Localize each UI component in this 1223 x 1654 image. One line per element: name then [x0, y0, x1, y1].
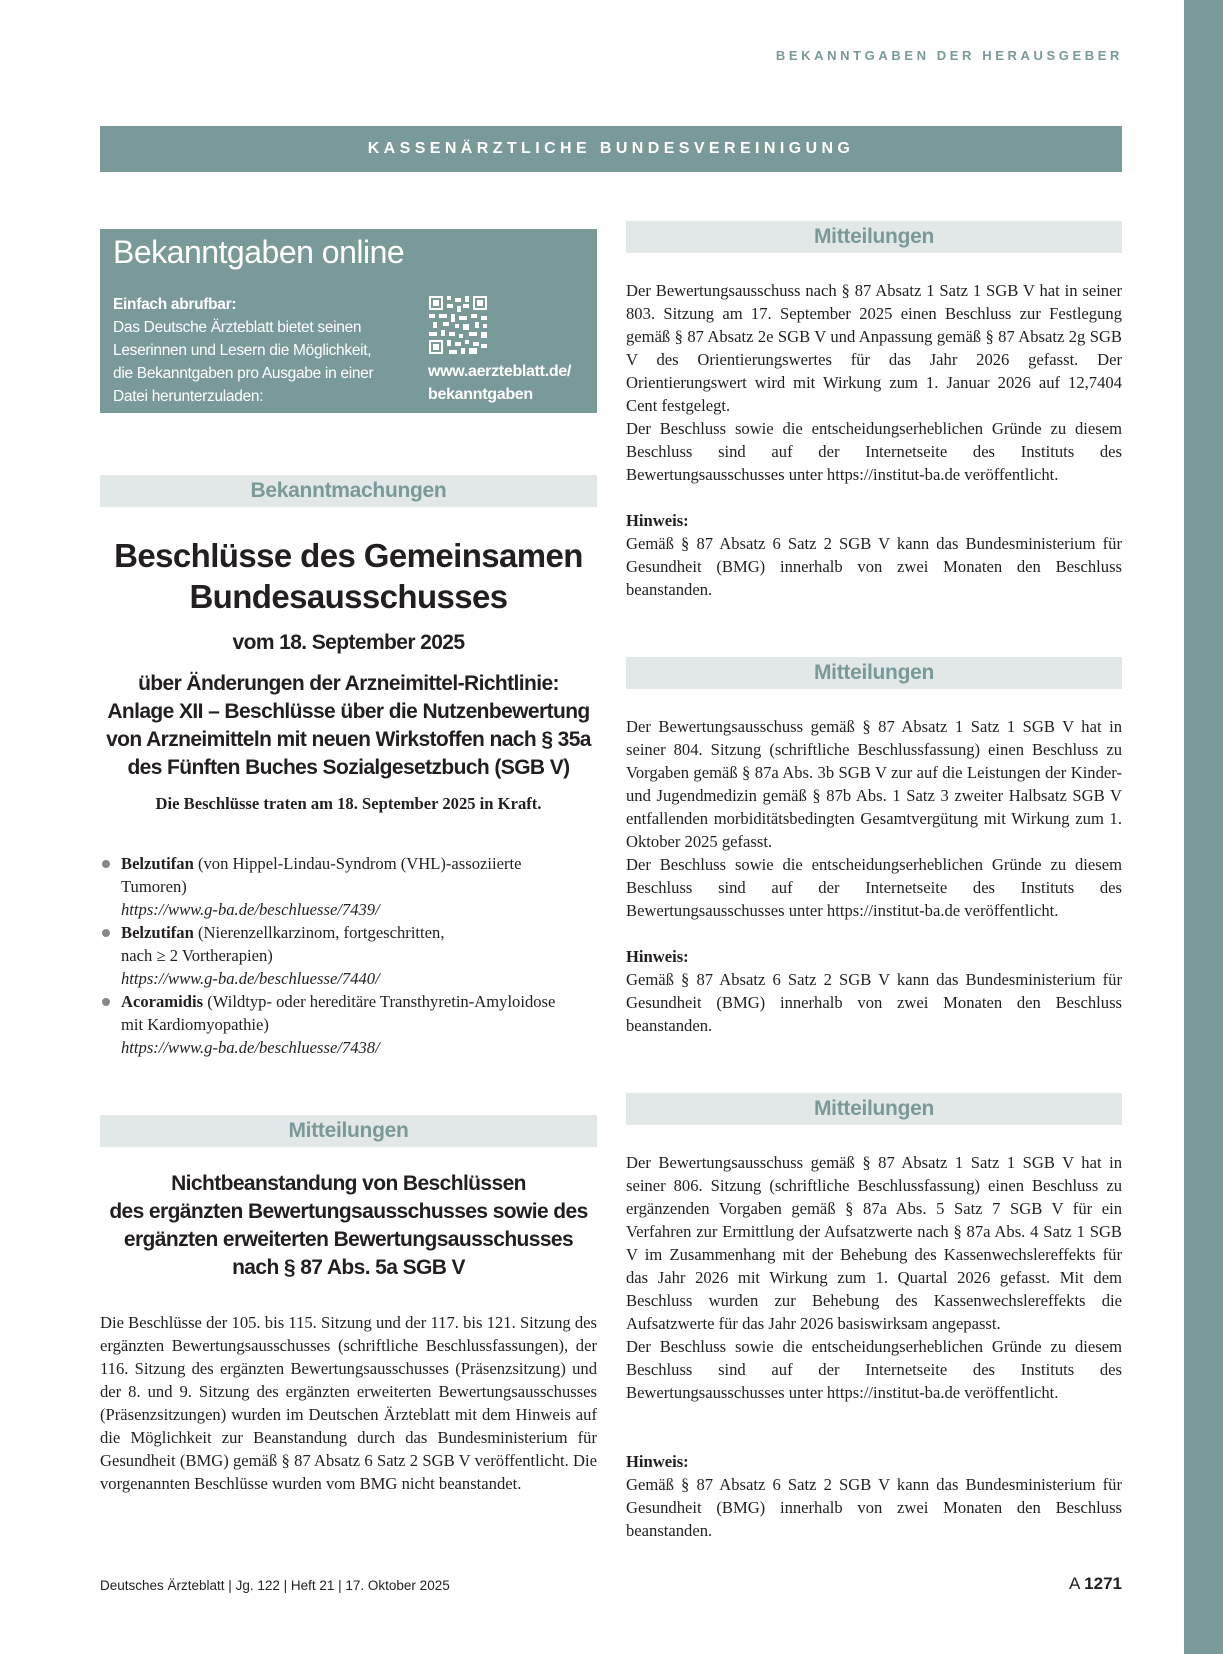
- hinweis-text: Gemäß § 87 Absatz 6 Satz 2 SGB V kann das Bundesministerium für Gesundheit (BMG) innerhalb von zwei Monaten den Beschluss beanstanden.: [626, 1475, 1122, 1540]
- online-box-url-line[interactable]: bekanntgaben: [428, 386, 533, 403]
- nichtbeanstandung-body: Die Beschlüsse der 105. bis 115. Sitzung und der 117. bis 121. Sitzung des ergänzten Bewertungsausschusses (schriftliche Beschlussfassungen), der 116. Sitzung des ergänzten Bewertungsausschusses (Präsenzsitzung) und der 8. und 9. Sitzung des ergänzten erweiterten Bewertungsausschusses (Präsenzsitzungen) wurden im Deutschen Ärzteblatt mit dem Hinweis auf die Möglichkeit zur Beanstandung durch das Bundesministerium für Gesundheit (BMG) gemäß § 87 Absatz 6 Satz 2 SGB V veröffentlicht. Die vorgenannten Beschlüsse wurden vom BMG nicht beanstandet.: [100, 1313, 597, 1493]
- drug-link[interactable]: https://www.g-ba.de/beschluesse/7439/: [121, 900, 380, 919]
- drug-name: Belzutifan: [121, 854, 194, 873]
- drug-desc: (Nierenzellkarzinom, fortgeschritten,: [193, 923, 445, 942]
- hinweis-block: [626, 1450, 1122, 1542]
- paragraph: Der Bewertungsausschuss gemäß § 87 Absatz 1 Satz 1 SGB V hat in seiner 806. Sitzung (schriftliche Beschlussfassung) einen Beschluss zu ergänzenden Vorgaben gemäß § 87a Abs. 5 Satz 7 SGB V für ein Verfahren zur Ermittlung der Aufsatzwerte nach § 87a Abs. 4 Satz 1 SGB V im Zusammenhang mit der Behebung des Kassenwechslereffekts für das Jahr 2026 mit Wirkung zum 1. Quartal 2026 gefasst. Mit dem Beschluss wurden zur Behebung des Kassenwechslereffekts die Aufsatzwerte für das Jahr 2026 basiswirksam angepasst.: [626, 1153, 1122, 1333]
- online-box-url[interactable]: [428, 360, 571, 406]
- hinweis-block: [626, 945, 1122, 1037]
- gba-title-line: Bundesausschusses: [189, 578, 508, 615]
- drug-link[interactable]: https://www.g-ba.de/beschluesse/7440/: [121, 969, 380, 988]
- online-box-line: Leserinnen und Lesern die Möglichkeit,: [113, 342, 372, 359]
- gba-subtitle-line: von Arzneimitteln mit neuen Wirkstoffen nach § 35a: [106, 728, 591, 751]
- page-prefix: A: [1069, 1574, 1085, 1593]
- title-line: des ergänzten Bewertungsausschusses sowie des: [109, 1200, 588, 1223]
- section-bar-mitteilungen: Mitteilungen: [626, 221, 1122, 253]
- hinweis-label: Hinweis:: [626, 511, 689, 530]
- title-line: ergänzten erweiterten Bewertungsausschusses: [123, 1228, 574, 1251]
- bullet-icon: [102, 998, 110, 1006]
- mitteilung-body: [626, 1151, 1122, 1404]
- paragraph: Der Bewertungsausschuss nach § 87 Absatz 1 Satz 1 SGB V hat in seiner 803. Sitzung am 17. September 2025 einen Beschluss zur Festlegung gemäß § 87 Absatz 2e SGB V und Anpassung gemäß § 87 Absatz 2g SGB V des Orientierungswertes für das Jahr 2026 gefasst. Der Orientierungswert wird mit Wirkung zum 1. Januar 2026 auf 12,7404 Cent festgelegt.: [626, 281, 1122, 415]
- paragraph: Der Beschluss sowie die entscheidungserheblichen Gründe zu diesem Beschluss sind auf der Internetseite des Instituts des Bewertungsausschusses unter https://institut-ba.de veröffentlicht.: [626, 1337, 1122, 1402]
- hinweis-text: Gemäß § 87 Absatz 6 Satz 2 SGB V kann das Bundesministerium für Gesundheit (BMG) innerhalb von zwei Monaten den Beschluss beanstanden.: [626, 970, 1122, 1035]
- gba-date: vom 18. September 2025: [232, 631, 465, 654]
- footer-citation: Deutsches Ärzteblatt | Jg. 122 | Heft 21 | 17. Oktober 2025: [100, 1578, 450, 1593]
- online-box: [100, 229, 597, 413]
- hinweis-text: Gemäß § 87 Absatz 6 Satz 2 SGB V kann das Bundesministerium für Gesundheit (BMG) innerhalb von zwei Monaten den Beschluss beanstanden.: [626, 534, 1122, 599]
- bullet-icon: [102, 929, 110, 937]
- page-number-value: 1271: [1084, 1574, 1122, 1593]
- hinweis-block: [626, 509, 1122, 601]
- online-box-lead: Einfach abrufbar:: [113, 296, 237, 313]
- online-box-line: die Bekanntgaben pro Ausgabe in einer: [113, 365, 374, 382]
- online-box-url-line[interactable]: www.aerzteblatt.de/: [428, 363, 572, 380]
- hinweis-label: Hinweis:: [626, 947, 689, 966]
- online-box-line: Das Deutsche Ärzteblatt bietet seinen: [113, 319, 362, 336]
- drug-name: Acoramidis: [121, 992, 204, 1011]
- running-head: BEKANNTGABEN DER HERAUSGEBER: [775, 48, 1123, 63]
- paragraph: Der Bewertungsausschuss gemäß § 87 Absatz 1 Satz 1 SGB V hat in seiner 804. Sitzung (schriftliche Beschlussfassung) einen Beschluss zu Vorgaben gemäß § 87a Abs. 3b SGB V zur auf die Leistungen der Kinder- und Jugendmedizin gemäß § 87b Abs. 1 Satz 3 zweiter Halbsatz SGB V entfallenden morbiditätsbedingten Gesamtvergütung mit Wirkung zum 1. Oktober 2025 gefasst.: [626, 717, 1122, 851]
- drug-desc: (Wildtyp- oder hereditäre Transthyretin-Amyloidose: [203, 992, 556, 1011]
- qr-code-icon[interactable]: [429, 296, 487, 354]
- paragraph: Der Beschluss sowie die entscheidungserheblichen Gründe zu diesem Beschluss sind auf der Internetseite des Instituts des Bewertungsausschusses unter https://institut-ba.de veröffentlicht.: [626, 855, 1122, 920]
- paragraph: Der Beschluss sowie die entscheidungserheblichen Gründe zu diesem Beschluss sind auf der Internetseite des Instituts des Bewertungsausschusses unter https://institut-ba.de veröffentlicht.: [626, 419, 1122, 484]
- gba-subtitle-line: über Änderungen der Arzneimittel-Richtlinie:: [138, 672, 559, 695]
- drug-name: Belzutifan: [121, 923, 194, 942]
- page-number: [1069, 1574, 1122, 1594]
- section-bar-mitteilungen: Mitteilungen: [626, 1093, 1122, 1125]
- mitteilung-body: [626, 279, 1122, 486]
- drug-list: [100, 852, 597, 1059]
- hinweis-label: Hinweis:: [626, 1452, 689, 1471]
- bullet-icon: [102, 860, 110, 868]
- online-box-line: Datei herunterzuladen:: [113, 388, 264, 405]
- side-color-bar: [1184, 0, 1223, 1654]
- drug-desc: Tumoren): [121, 877, 187, 896]
- kbv-banner: KASSENÄRZTLICHE BUNDESVEREINIGUNG: [100, 126, 1122, 172]
- drug-desc: nach ≥ 2 Vortherapien): [121, 946, 273, 965]
- section-bar-bekanntmachungen: Bekanntmachungen: [100, 475, 597, 507]
- gba-subtitle: [100, 670, 597, 782]
- gba-subtitle-line: des Fünften Buches Sozialgesetzbuch (SGB V): [127, 756, 570, 779]
- gba-title-line: Beschlüsse des Gemeinsamen: [114, 537, 583, 574]
- drug-link[interactable]: https://www.g-ba.de/beschluesse/7438/: [121, 1038, 380, 1057]
- section-bar-mitteilungen: Mitteilungen: [626, 657, 1122, 689]
- list-item: [100, 921, 597, 990]
- nichtbeanstandung-title: [100, 1170, 597, 1282]
- title-line: Nichtbeanstandung von Beschlüssen: [171, 1172, 526, 1195]
- online-box-title: Bekanntgaben online: [113, 234, 405, 270]
- title-line: nach § 87 Abs. 5a SGB V: [232, 1256, 465, 1279]
- mitteilung-body: [626, 715, 1122, 922]
- gba-subtitle-line: Anlage XII – Beschlüsse über die Nutzenbewertung: [107, 700, 590, 723]
- section-bar-mitteilungen: Mitteilungen: [100, 1115, 597, 1147]
- gba-title: [100, 535, 597, 617]
- gba-effective: Die Beschlüsse traten am 18. September 2025 in Kraft.: [155, 794, 542, 813]
- list-item: [100, 990, 597, 1059]
- drug-desc: mit Kardiomyopathie): [121, 1015, 269, 1034]
- online-box-text: [113, 293, 403, 408]
- drug-desc: (von Hippel-Lindau-Syndrom (VHL)-assoziierte: [193, 854, 522, 873]
- list-item: [100, 852, 597, 921]
